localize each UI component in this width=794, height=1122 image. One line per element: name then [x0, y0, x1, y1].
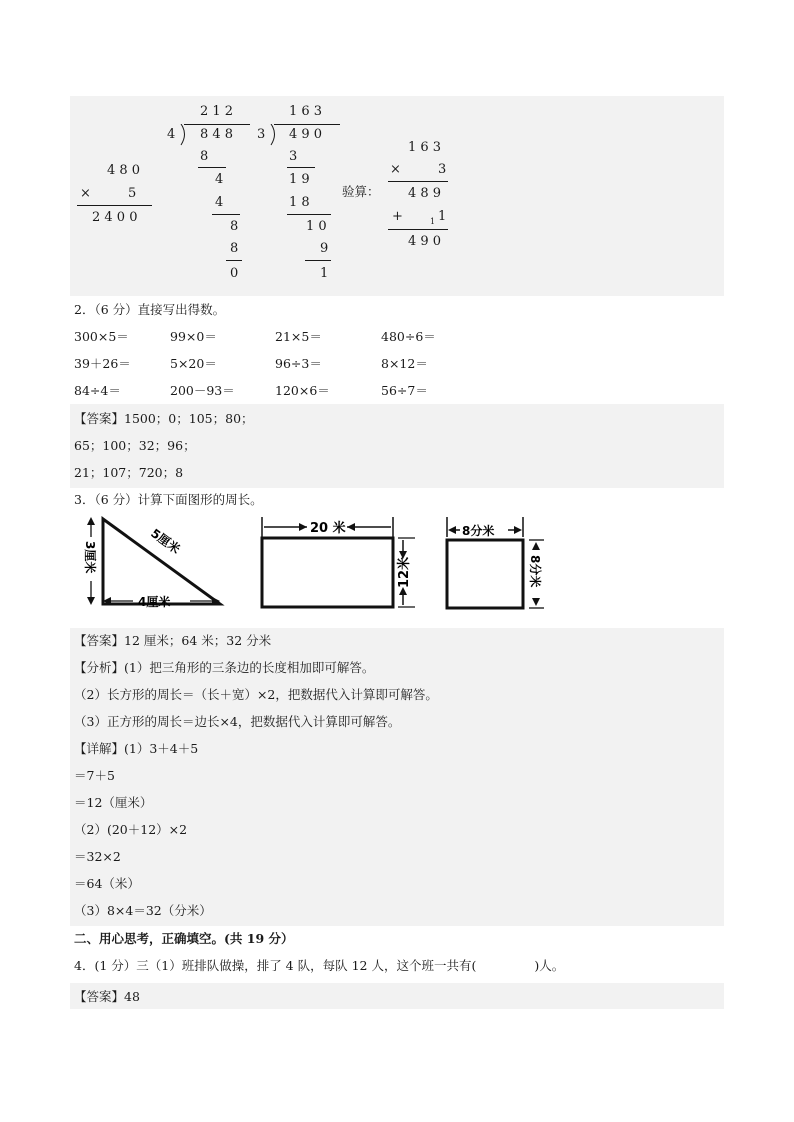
square-right-label: 8分米 [528, 555, 542, 588]
rectangle-width-label: 12米 [397, 556, 412, 588]
triangle-base-label: 4厘米 [138, 595, 171, 609]
q4-answer-panel [70, 983, 724, 1009]
q3-detail-line: ＝64（米） [74, 876, 140, 891]
q2-answer-line: 21；107；720；8 [74, 465, 184, 480]
check-label: 验算： [342, 184, 380, 199]
check-a: 1 6 3 [408, 140, 442, 155]
check-sum: 4 9 0 [408, 234, 442, 249]
div2-rule-1 [287, 167, 315, 168]
div1-step-5: 8 [230, 241, 239, 256]
div2-step-4: 1 0 [306, 219, 327, 234]
check-op: × [390, 162, 401, 177]
q4-question-end: )人。 [534, 958, 565, 973]
div1-bar [184, 124, 250, 125]
q2-item: 5×20＝ [170, 356, 217, 371]
calculation-panel [70, 96, 724, 296]
q4-answer: 【答案】48 [74, 989, 140, 1004]
div1-step-6: 0 [230, 266, 239, 281]
q3-answer: 【答案】12 厘米；64 米；32 分米 [74, 633, 272, 648]
q2-item: 84÷4＝ [74, 383, 121, 398]
q2-answer-line: 65；100；32；96； [74, 438, 196, 453]
div2-quotient: 1 6 3 [289, 104, 323, 119]
mult1-a: 4 8 0 [107, 163, 141, 178]
q2-item: 300×5＝ [74, 329, 129, 344]
triangle-figure [78, 515, 228, 615]
div2-step-5: 9 [320, 241, 329, 256]
q2-item: 200－93＝ [170, 383, 235, 398]
q3-detail-line: 【详解】(1）3＋4＋5 [74, 741, 199, 756]
mult1-result: 2 4 0 0 [92, 210, 138, 225]
div1-bracket [179, 124, 189, 146]
q2-item: 99×0＝ [170, 329, 217, 344]
div2-divisor: 3 [257, 127, 266, 142]
square-top-label: 8分米 [462, 524, 495, 538]
rectangle-figure [255, 515, 425, 615]
div1-rule-3 [226, 260, 242, 261]
check-product: 4 8 9 [408, 186, 442, 201]
q4-question [74, 956, 564, 974]
check-rule-2 [388, 229, 448, 230]
q2-item: 56÷7＝ [381, 383, 428, 398]
q3-analysis-line: （3）正方形的周长＝边长×4，把数据代入计算即可解答。 [74, 714, 401, 729]
div2-bracket [269, 124, 279, 146]
q2-item: 8×12＝ [381, 356, 428, 371]
triangle-hypotenuse-label: 5厘米 [148, 526, 183, 557]
check-addend: 1 [438, 209, 447, 224]
div2-dividend: 4 9 0 [289, 127, 323, 142]
div1-quotient: 2 1 2 [200, 104, 234, 119]
div1-step-3: 4 [215, 195, 224, 210]
check-rule-1 [388, 181, 448, 182]
mult1-rule [77, 205, 152, 206]
q2-item: 96÷3＝ [275, 356, 322, 371]
div1-rule-2 [212, 214, 240, 215]
rectangle-length-label: 20 米 [310, 521, 346, 536]
mult1-b: 5 [128, 186, 137, 201]
square-figure [440, 515, 555, 615]
div1-step-1: 8 [200, 149, 209, 164]
div1-dividend: 8 4 8 [200, 127, 234, 142]
mult1-op: × [80, 186, 91, 201]
check-plus: + [392, 209, 403, 224]
q3-detail-line: ＝7＋5 [74, 768, 115, 783]
check-carry: 1 [430, 217, 436, 226]
q2-item: 120×6＝ [275, 383, 330, 398]
div1-step-2: 4 [215, 172, 224, 187]
q2-title: 2．（6 分）直接写出得数。 [74, 302, 226, 317]
q3-analysis-line: 【分析】(1）把三角形的三条边的长度相加即可解答。 [74, 660, 375, 675]
div2-rule-2 [287, 214, 331, 215]
q3-title: 3．（6 分）计算下面图形的周长。 [74, 492, 263, 507]
q3-analysis-line: （2）长方形的周长＝（长＋宽）×2，把数据代入计算即可解答。 [74, 687, 438, 702]
div1-rule-1 [198, 167, 226, 168]
triangle-vertical-label: 3厘米 [83, 541, 97, 574]
div2-rule-3 [305, 260, 331, 261]
div2-step-3: 1 8 [289, 195, 310, 210]
div1-step-4: 8 [230, 219, 239, 234]
q2-item: 480÷6＝ [381, 329, 436, 344]
q3-detail-line: ＝12（厘米） [74, 795, 153, 810]
div2-bar [274, 124, 340, 125]
div2-step-1: 3 [289, 149, 298, 164]
q3-detail-line: ＝32×2 [74, 849, 121, 864]
section-heading: 二、用心思考，正确填空。(共 19 分） [74, 931, 294, 946]
q2-item: 39＋26＝ [74, 356, 131, 371]
q2-item: 21×5＝ [275, 329, 322, 344]
q3-detail-line: （3）8×4＝32（分米） [74, 903, 212, 918]
q3-detail-line: （2）(20＋12）×2 [74, 822, 188, 837]
div1-divisor: 4 [167, 127, 176, 142]
q2-answer-line: 【答案】1500；0；105；80； [74, 411, 254, 426]
q4-question-text: 4．(1 分）三（1）班排队做操，排了 4 队，每队 12 人，这个班一共有( [74, 958, 477, 973]
check-b: 3 [438, 162, 447, 177]
div2-step-2: 1 9 [289, 172, 310, 187]
div2-step-6: 1 [320, 266, 329, 281]
